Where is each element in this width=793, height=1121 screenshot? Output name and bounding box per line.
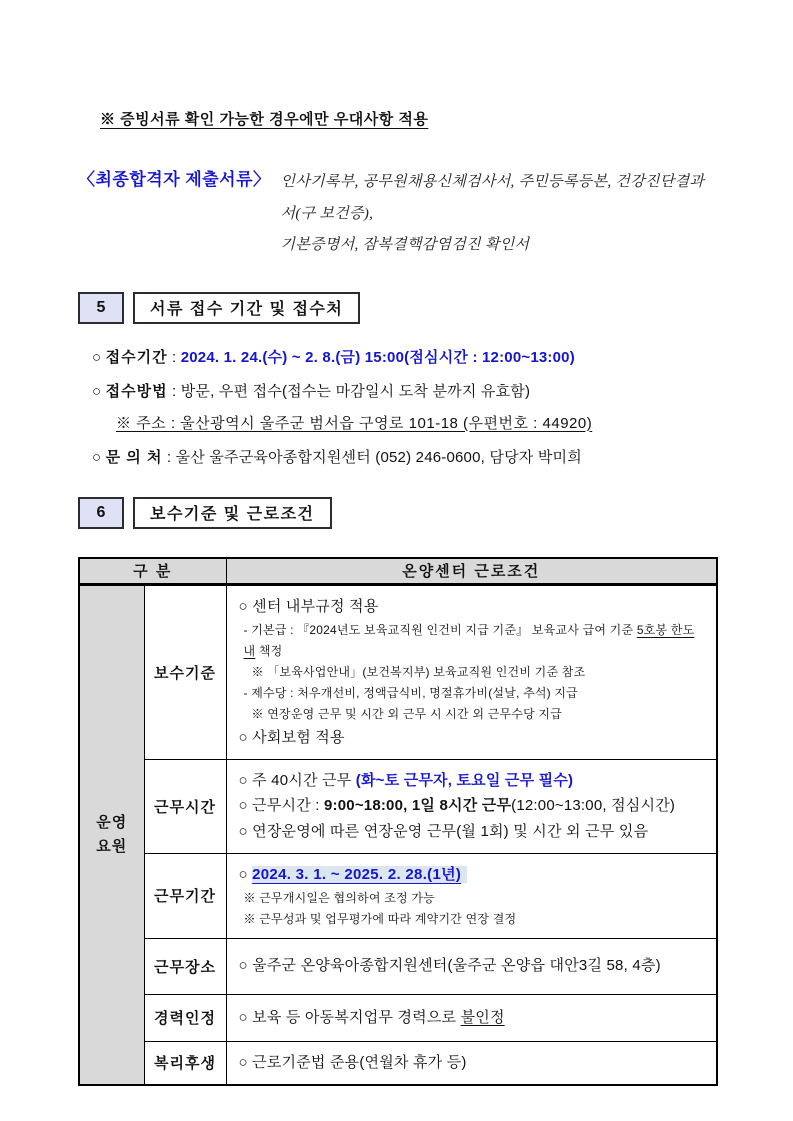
contact-label: 문 의 처 — [105, 448, 163, 466]
table-row-pay — [79, 585, 717, 760]
working-conditions-table — [78, 557, 718, 1086]
row-label-welfare: 복리후생 — [144, 1041, 226, 1084]
section6-number-badge: 6 — [78, 497, 124, 529]
separator: : — [167, 348, 181, 366]
section5-items — [92, 346, 716, 467]
preference-proof-note: ※ 증빙서류 확인 가능한 경우에만 우대사항 적용 — [100, 111, 429, 128]
pay-line6: ○ 사회보험 적용 — [238, 728, 345, 746]
row-label-hours: 근무시간 — [144, 759, 226, 853]
career-line1 — [239, 1005, 705, 1031]
period-line1 — [239, 862, 705, 888]
table-row-period — [79, 853, 717, 938]
welfare-line1: ○ 근로기준법 준용(연월차 휴가 등) — [238, 1053, 467, 1071]
table-header-row — [79, 558, 717, 585]
mailing-address-note: ※ 주소 : 울산광역시 울주군 범서읍 구영로 101-18 (우편번호 : 44920) — [116, 414, 593, 432]
section6-heading — [78, 497, 716, 529]
reception-period-line — [92, 346, 716, 367]
bullet-circle-icon: ○ — [92, 448, 106, 466]
place-line1: ○ 울주군 온양육아종합지원센터(울주군 온양읍 대안3길 58, 4층) — [238, 957, 661, 975]
contact-line — [92, 446, 716, 467]
separator: : — [167, 382, 181, 400]
hours-weekly: ○ 주 40시간 근무 — [238, 771, 356, 789]
hours-label: ○ 근무시간 : — [238, 797, 324, 815]
row-content-hours — [226, 759, 717, 853]
header-cell-conditions: 온양센터 근로조건 — [226, 558, 717, 585]
group-cell-operating-staff — [79, 585, 144, 1085]
row-content-period — [226, 853, 717, 938]
section5-heading — [78, 292, 716, 324]
pay-line1: ○ 센터 내부규정 적용 — [238, 598, 379, 615]
career-text: ○ 보육 등 아동복지업무 경력으로 — [238, 1008, 461, 1026]
document-content — [78, 0, 716, 1086]
hours-saturday-required: (화~토 근무자, 토요일 근무 필수) — [355, 771, 574, 789]
hours-line2 — [239, 793, 705, 819]
section6-title: 보수기준 및 근로조건 — [133, 497, 332, 529]
table-row-career — [79, 994, 717, 1041]
separator: : — [162, 448, 176, 466]
contract-period-value: 2024. 3. 1. ~ 2025. 2. 28.(1년) — [252, 866, 467, 883]
pay-line3: ※ 「보육사업안내」(보건복지부) 보육교직원 인건비 기준 참조 — [251, 664, 586, 679]
hours-line3: ○ 연장운영에 따른 연장운영 근무(월 1회) 및 시간 외 근무 있음 — [238, 823, 649, 841]
final-docs-title: 〈최종합격자 제출서류〉 — [78, 170, 271, 189]
table-row-place — [79, 938, 717, 994]
pay-base-text: - 기본급 : 『2024년도 보육교직원 인건비 지급 기준』 보육교사 급여 기준 — [243, 622, 637, 637]
bullet-circle-icon: ○ — [92, 382, 106, 400]
pay-base-tail: 책정 — [255, 643, 283, 658]
group-label-line1: 운영 — [96, 813, 128, 831]
final-docs-list — [281, 167, 716, 262]
period-line3: ※ 근무성과 및 업무평가에 따라 계약기간 연장 결정 — [243, 911, 517, 926]
contact-value: 울산 울주군육아종합지원센터 (052) 246-0600, 담당자 박미희 — [175, 448, 582, 466]
pay-line2 — [239, 620, 705, 662]
reception-method-label: 접수방법 — [105, 382, 168, 400]
row-content-place — [226, 938, 717, 994]
table-row-hours — [79, 759, 717, 853]
row-label-period: 근무기간 — [144, 853, 226, 938]
final-docs-line1: 인사기록부, 공무원채용신체검사서, 주민등록등본, 건강진단결과서(구 보건증), — [280, 174, 705, 222]
reception-method-value: 방문, 우편 접수(접수는 마감일시 도착 분까지 유효함) — [180, 382, 531, 400]
row-label-place: 근무장소 — [144, 938, 226, 994]
hours-line1 — [239, 768, 705, 794]
row-label-pay: 보수기준 — [144, 585, 226, 760]
bullet-circle-icon: ○ — [238, 865, 253, 883]
final-successful-docs-block — [78, 167, 716, 262]
reception-method-line — [92, 380, 716, 401]
pay-line5: ※ 연장운영 근무 및 시간 외 근무 시 시간 외 근무수당 지급 — [251, 706, 562, 721]
final-docs-line2: 기본증명서, 잠복결핵감염검진 확인서 — [280, 237, 530, 253]
pay-line4: - 제수당 : 처우개선비, 정액급식비, 명절휴가비(설날, 추석) 지급 — [243, 685, 578, 700]
header-cell-category: 구 분 — [79, 558, 226, 585]
table-row-welfare — [79, 1041, 717, 1084]
row-content-career — [226, 994, 717, 1041]
section5-number-badge: 5 — [78, 292, 124, 324]
reception-period-value: 2024. 1. 24.(수) ~ 2. 8.(금) 15:00(점심시간 : 12:00~13:00) — [180, 348, 575, 366]
pay-grade-limit: 5호봉 한도 내 — [243, 622, 695, 658]
hours-lunch: (12:00~13:00, 점심시간) — [511, 797, 676, 815]
career-not-recognized: 불인정 — [460, 1008, 505, 1026]
row-content-pay — [226, 585, 717, 760]
section5-title: 서류 접수 기간 및 접수처 — [133, 292, 360, 324]
reception-period-label: 접수기간 — [105, 348, 168, 366]
bullet-circle-icon: ○ — [92, 348, 106, 366]
row-content-welfare — [226, 1041, 717, 1084]
period-line2: ※ 근무개시일은 협의하여 조정 가능 — [243, 890, 435, 905]
hours-daily: 9:00~18:00, 1일 8시간 근무 — [324, 797, 512, 815]
row-label-career: 경력인정 — [144, 994, 226, 1041]
group-label-line2: 요원 — [96, 837, 128, 855]
